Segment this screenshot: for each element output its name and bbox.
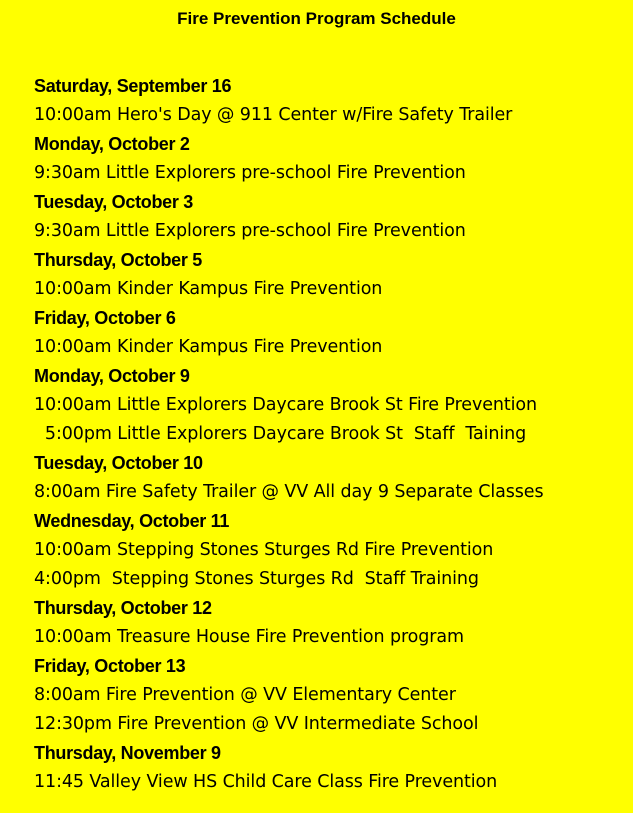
day-heading: Thursday, October 12 bbox=[34, 598, 212, 618]
day-heading: Saturday, September 16 bbox=[34, 76, 232, 96]
event-line: 10:00am Kinder Kampus Fire Prevention bbox=[34, 337, 383, 357]
event-line: 10:00am Hero's Day @ 911 Center w/Fire Safety Trailer bbox=[34, 105, 513, 125]
event-line: 10:00am Stepping Stones Sturges Rd Fire Prevention bbox=[34, 540, 494, 560]
day-block bbox=[34, 188, 629, 246]
day-heading: Tuesday, October 3 bbox=[34, 192, 193, 212]
day-block bbox=[34, 246, 629, 304]
day-block bbox=[34, 130, 629, 188]
event-line: 4:00pm Stepping Stones Sturges Rd Staff Training bbox=[34, 569, 479, 589]
schedule-list bbox=[34, 72, 629, 797]
day-heading: Friday, October 6 bbox=[34, 308, 176, 328]
day-block bbox=[34, 362, 629, 449]
day-block bbox=[34, 449, 629, 507]
event-line: 9:30am Little Explorers pre-school Fire Prevention bbox=[34, 221, 466, 241]
event-line: 10:00am Treasure House Fire Prevention program bbox=[34, 627, 464, 647]
page-title: Fire Prevention Program Schedule bbox=[177, 9, 456, 28]
day-block bbox=[34, 652, 629, 739]
event-line: 5:00pm Little Explorers Daycare Brook St Staff Taining bbox=[34, 424, 527, 444]
day-block bbox=[34, 594, 629, 652]
day-heading: Monday, October 2 bbox=[34, 134, 190, 154]
day-heading: Tuesday, October 10 bbox=[34, 453, 203, 473]
event-line: 9:30am Little Explorers pre-school Fire Prevention bbox=[34, 163, 466, 183]
event-line: 8:00am Fire Safety Trailer @ VV All day 9 Separate Classes bbox=[34, 482, 544, 502]
day-heading: Thursday, November 9 bbox=[34, 743, 221, 763]
event-line: 8:00am Fire Prevention @ VV Elementary Center bbox=[34, 685, 456, 705]
day-block bbox=[34, 739, 629, 797]
event-line: 10:00am Little Explorers Daycare Brook St Fire Prevention bbox=[34, 395, 537, 415]
day-heading: Monday, October 9 bbox=[34, 366, 190, 386]
event-line: 12:30pm Fire Prevention @ VV Intermediate School bbox=[34, 714, 479, 734]
day-block bbox=[34, 304, 629, 362]
event-line: 11:45 Valley View HS Child Care Class Fire Prevention bbox=[34, 772, 498, 792]
day-heading: Thursday, October 5 bbox=[34, 250, 203, 270]
day-heading: Wednesday, October 11 bbox=[34, 511, 230, 531]
day-block bbox=[34, 72, 629, 130]
day-block bbox=[34, 507, 629, 594]
event-line: 10:00am Kinder Kampus Fire Prevention bbox=[34, 279, 383, 299]
day-heading: Friday, October 13 bbox=[34, 656, 186, 676]
